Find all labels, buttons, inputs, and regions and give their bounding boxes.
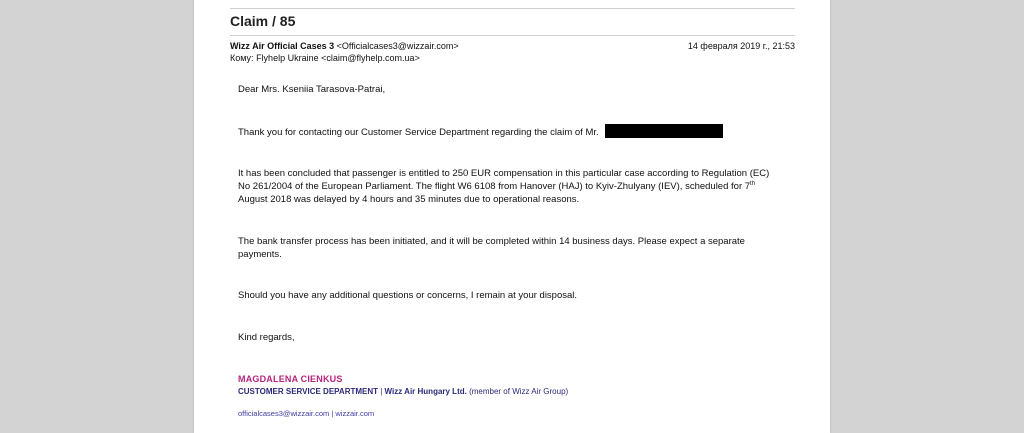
signature-company: Wizz Air Hungary Ltd. xyxy=(384,387,467,396)
sender-name: Wizz Air Official Cases 3 xyxy=(230,41,335,51)
thanks-text: Thank you for contacting our Customer Service Department regarding the claim of Mr. xyxy=(238,127,599,138)
thanks-paragraph xyxy=(238,124,778,139)
signature-department-line xyxy=(238,387,568,396)
greeting: Dear Mrs. Kseniia Tarasova-Patrai, xyxy=(238,84,386,95)
questions-paragraph: Should you have any additional questions or concerns, I remain at your disposal. xyxy=(238,290,578,301)
date-ordinal-suffix: th xyxy=(750,181,756,187)
recipient-label: Кому: xyxy=(230,53,254,63)
signature-department: CUSTOMER SERVICE DEPARTMENT xyxy=(238,387,379,396)
email-subject: Claim / 85 xyxy=(230,13,296,29)
recipient-value[interactable]: Flyhelp Ukraine <claim@flyhelp.com.ua> xyxy=(256,53,420,63)
signature-link-separator: | xyxy=(329,409,336,418)
sender-email[interactable]: <Officialcases3@wizzair.com> xyxy=(336,41,459,51)
transfer-paragraph: The bank transfer process has been initiated, and it will be completed within 14 business days. Please expect a separate payments. xyxy=(238,236,745,260)
signature-site-link[interactable]: wizzair.com xyxy=(335,409,375,418)
subject-divider-bottom xyxy=(230,35,795,36)
compensation-text-1: It has been concluded that passenger is entitled to 250 EUR compensation in this particular case according to Regulation (EC) No 261/2004 of the European Parliament. The flight W6 6108 from Hanover (HAJ) to Kyiv-Zhulyany (IEV), scheduled for 7 xyxy=(238,168,770,192)
sender-line xyxy=(230,41,459,51)
compensation-paragraph xyxy=(238,167,778,206)
signature-separator: | xyxy=(378,387,385,396)
redacted-name-block xyxy=(605,124,723,138)
compensation-text-2: August 2018 was delayed by 4 hours and 35 minutes due to operational reasons. xyxy=(238,194,580,205)
signature-email-link[interactable]: officialcases3@wizzair.com xyxy=(238,409,330,418)
recipient-line xyxy=(230,53,420,63)
email-date: 14 февраля 2019 г., 21:53 xyxy=(687,41,795,51)
subject-divider-top xyxy=(230,8,795,9)
closing: Kind regards, xyxy=(238,332,295,343)
email-page xyxy=(194,0,830,433)
signature-group: (member of Wizz Air Group) xyxy=(466,387,569,396)
signature-name: MAGDALENA CIENKUS xyxy=(238,374,343,384)
signature-links xyxy=(238,409,374,418)
